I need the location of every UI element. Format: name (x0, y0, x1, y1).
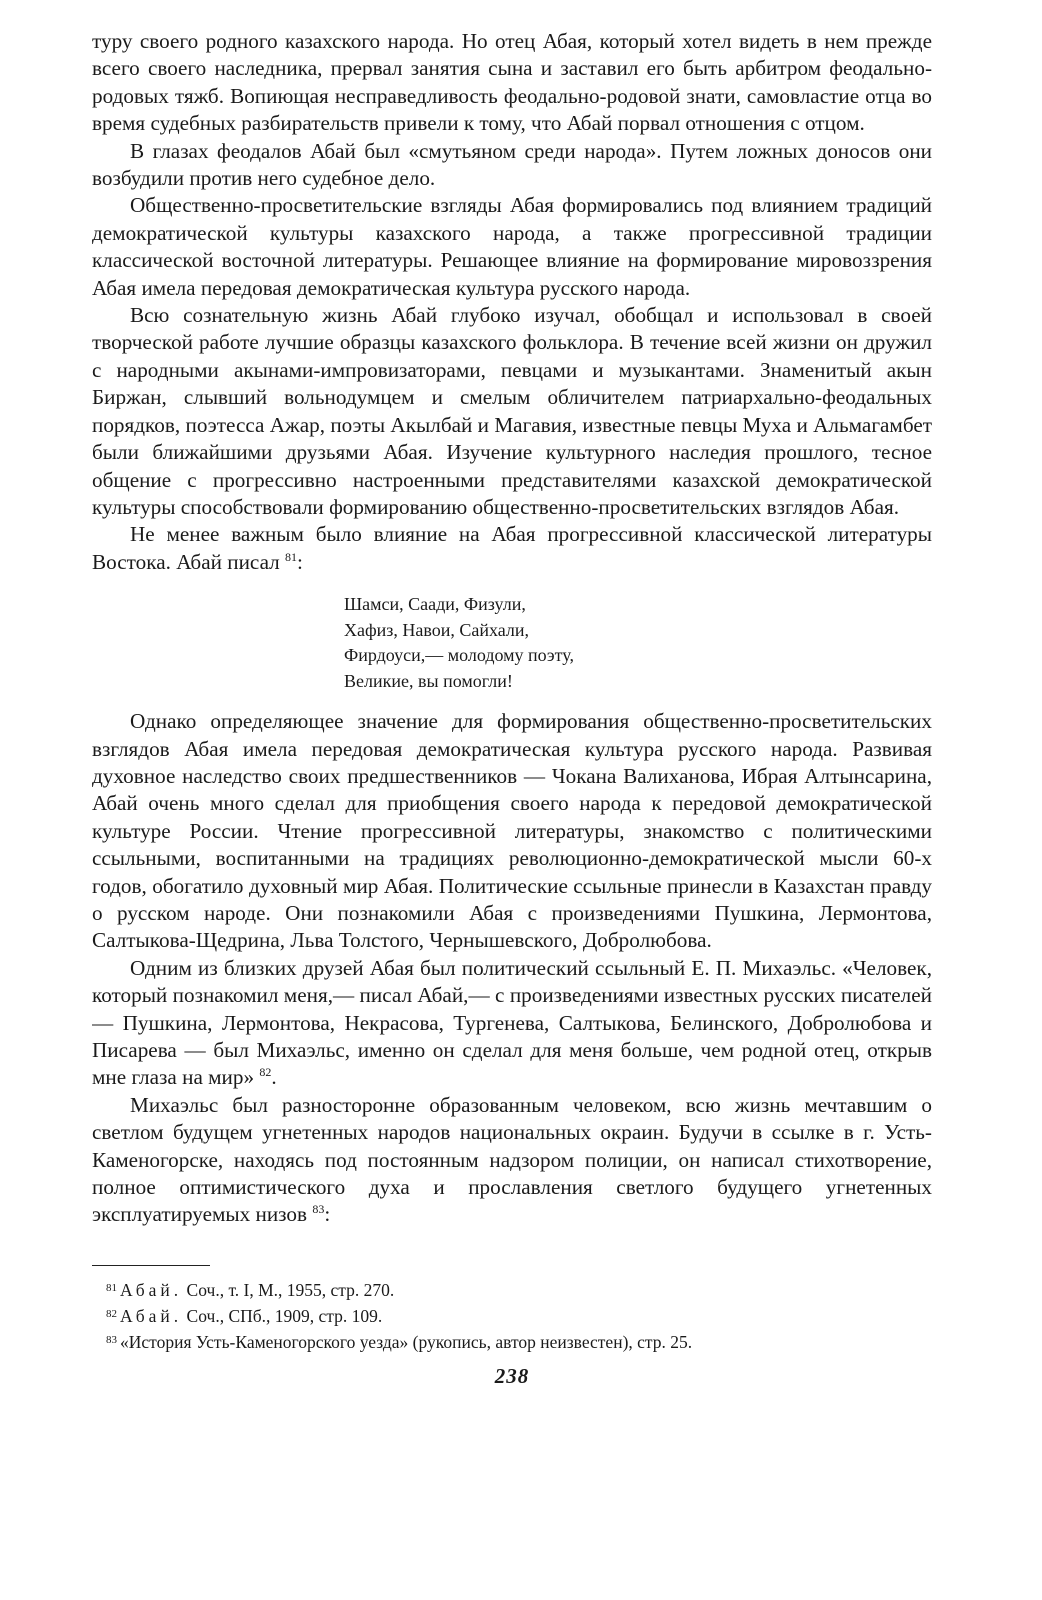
paragraph-4: Всю сознательную жизнь Абай глубоко изучал, обобщал и использовал в своей творческой работе лучшие образцы казахского фольклора. В течение всей жизни он дружил с народными акынами-импровизаторами, певцами и музыкантами. Знаменитый акын Биржан, слывший вольнодумцем и смелым обличителем патриархально-феодальных порядков, поэтесса Ажар, поэты Акылбай и Магавия, известные певцы Муха и Альмагамбет были ближайшими друзьями Абая. Изучение культурного наследия прошлого, тесное общение с прогрессивно настроенными представителями казахской демократической культуры способствовали формированию общественно-просветительских взглядов Абая. (92, 303, 932, 519)
verse-line: Хафиз, Навои, Сайхали, (344, 619, 530, 640)
paragraph-8-text: Михаэльс был разносторонне образованным человеком, всю жизнь мечтавшим о светлом будущем угнетенных народов национальных окраин. Будучи в ссылке в г. Усть-Каменогорске, находясь под постоянным надзором полиции, он написал стихотворение, полное оптимистического духа и прославления светлого будущего угнетенных эксплуатируемых низов (92, 1092, 932, 1227)
verse-line: Великие, вы помогли! (344, 670, 513, 691)
footnotes (92, 1276, 932, 1354)
footnote-divider (92, 1265, 210, 1266)
footnote-author: Абай. (120, 1279, 183, 1300)
paragraph-5-text: Не менее важным было влияние на Абая прогрессивной классической литературы Востока. Абай писал (92, 522, 932, 574)
paragraph-7-text: Одним из близких друзей Абая был политический ссыльный Е. П. Михаэльс. «Человек, который познакомил меня,— писал Абай,— с произведениями известных русских писателей — Пушкина, Лермонтова, Некрасова, Тургенева, Салтыкова, Белинского, Добролюбова и Писарева — был Михаэльс, именно он сделал для меня больше, чем родной отец, открыв мне глаза на мир» (92, 955, 932, 1090)
footnote-81 (92, 1276, 932, 1302)
verse-line: Шамси, Саади, Физули, (344, 594, 526, 615)
footnote-author: Абай. (120, 1305, 183, 1326)
footnote-ref-82: 82 (259, 1065, 272, 1080)
footnote-text: Соч., СПб., 1909, стр. 109. (186, 1305, 383, 1326)
footnote-text: «История Усть-Каменогорского уезда» (рукопись, автор неизвестен), стр. 25. (120, 1331, 693, 1352)
paragraph-8-end: : (324, 1202, 331, 1227)
main-text (92, 28, 932, 1229)
footnote-ref-83: 83 (312, 1202, 325, 1217)
paragraph-2: В глазах феодалов Абай был «смутьяном среди народа». Путем ложных доносов они возбудили против него судебное дело. (92, 138, 932, 191)
footnote-ref-81: 81 (285, 549, 298, 564)
footnote-83 (92, 1328, 932, 1354)
paragraph-7-end: . (271, 1065, 277, 1090)
paragraph-5 (92, 521, 932, 576)
paragraph-7 (92, 955, 932, 1092)
footnote-number: 81 (106, 1281, 117, 1294)
footnote-text: Соч., т. I, М., 1955, стр. 270. (186, 1279, 395, 1300)
verse-line: Фирдоуси,— молодому поэту, (344, 645, 574, 666)
footnote-number: 82 (106, 1307, 117, 1320)
verse-quote (344, 592, 932, 694)
paragraph-8 (92, 1092, 932, 1229)
paragraph-6: Однако определяющее значение для формирования общественно-просветительских взглядов Абая имела передовая демократическая культура русского народа. Развивая духовное наследство своих предшественников — Чокана Валиханова, Ибрая Алтынсарина, Абай очень много сделал для приобщения своего народа к передовой демократической культуре России. Чтение прогрессивной литературы, знакомство с политическими ссыльными, воспитанными на традициях революционно-демократической мысли 60-х годов, обогатило духовный мир Абая. Политические ссыльные принесли в Казахстан правду о русском народе. Они познакомили Абая с произведениями Пушкина, Лермонтова, Салтыкова-Щедрина, Льва Толстого, Чернышевского, Добролюбова. (92, 709, 932, 953)
footnote-82 (92, 1302, 932, 1328)
paragraph-5-end: : (297, 549, 303, 574)
footnote-number: 83 (106, 1333, 117, 1346)
page-number: 238 (494, 1363, 530, 1388)
page (92, 28, 932, 1588)
paragraph-1: туру своего родного казахского народа. Но отец Абая, который хотел видеть в нем прежде всего своего наследника, прервал занятия сына и заставил его быть арбитром феодально-родовых тяжб. Вопиющая несправедливость феодально-родовой знати, самовластие отца во время судебных разбирательств привели к тому, что Абай порвал отношения с отцом. (92, 29, 932, 136)
paragraph-3: Общественно-просветительские взгляды Абая формировались под влиянием традиций демократической культуры казахского народа, а также прогрессивной традиции классической восточной литературы. Решающее влияние на формирование мировоззрения Абая имела передовая демократическая культура русского народа. (92, 193, 932, 300)
